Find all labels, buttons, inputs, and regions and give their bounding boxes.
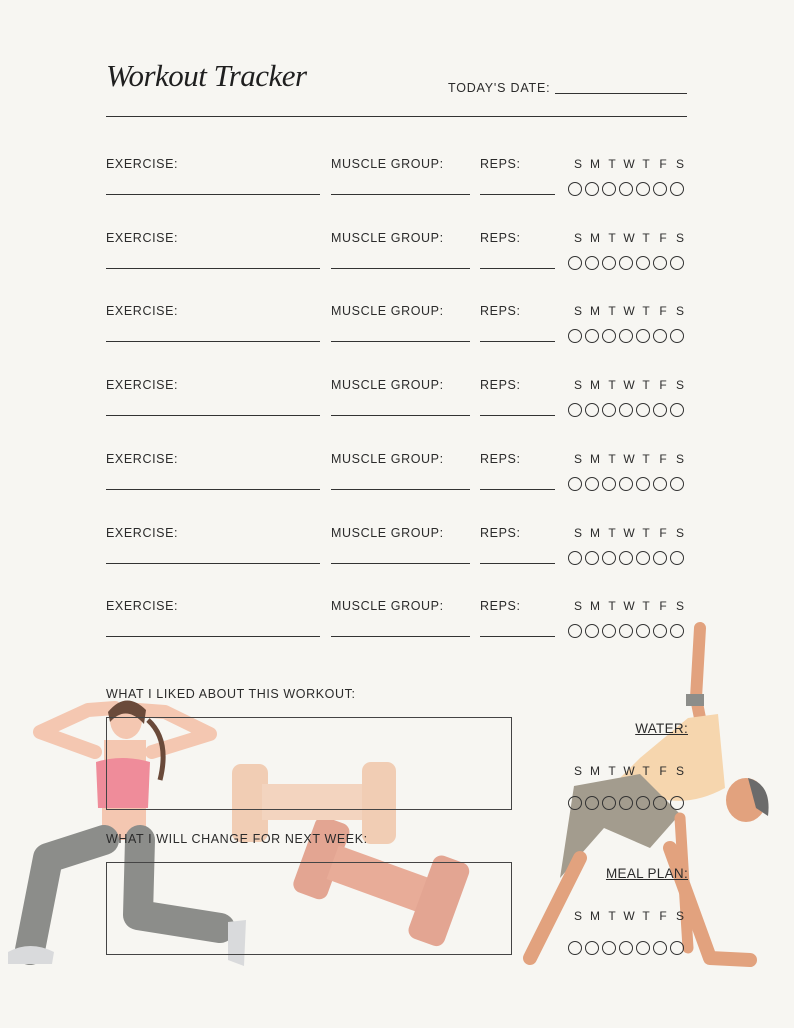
day-label: F <box>659 909 667 923</box>
day-checkbox[interactable] <box>636 624 650 638</box>
day-label: W <box>623 525 635 540</box>
day-checkbox[interactable] <box>602 182 616 196</box>
day-checkboxes <box>568 256 684 270</box>
day-label: T <box>642 378 650 393</box>
day-label: W <box>623 378 635 393</box>
day-checkbox[interactable] <box>602 624 616 638</box>
muscle-group-input-line[interactable] <box>331 489 470 490</box>
day-checkbox[interactable] <box>653 624 667 638</box>
day-checkbox[interactable] <box>568 477 582 491</box>
day-checkbox[interactable] <box>670 403 684 417</box>
day-label: W <box>623 764 635 778</box>
exercise-input-line[interactable] <box>106 194 320 195</box>
day-checkbox[interactable] <box>619 796 633 810</box>
day-labels <box>570 599 688 613</box>
exercise-input-line[interactable] <box>106 341 320 342</box>
day-labels <box>570 378 688 392</box>
day-label: F <box>659 525 667 540</box>
day-label: S <box>675 230 684 245</box>
day-label: F <box>659 764 667 778</box>
day-checkbox[interactable] <box>619 182 633 196</box>
day-checkbox[interactable] <box>602 256 616 270</box>
day-checkbox[interactable] <box>653 182 667 196</box>
exercise-row <box>0 526 794 600</box>
day-label: F <box>659 378 667 393</box>
day-label: S <box>675 304 684 319</box>
day-label: S <box>573 599 582 614</box>
reps-input-line[interactable] <box>480 194 555 195</box>
day-label: S <box>675 525 684 540</box>
exercise-row <box>0 304 794 378</box>
day-checkbox[interactable] <box>653 477 667 491</box>
header-divider <box>106 116 687 117</box>
day-label: S <box>573 525 582 540</box>
exercise-label: EXERCISE: <box>106 378 179 393</box>
day-label: T <box>642 304 650 319</box>
day-checkbox[interactable] <box>670 624 684 638</box>
day-checkbox[interactable] <box>602 796 616 810</box>
day-checkbox[interactable] <box>602 329 616 343</box>
day-checkbox[interactable] <box>568 403 582 417</box>
day-label: M <box>590 909 600 923</box>
exercise-label: EXERCISE: <box>106 230 179 245</box>
day-label: M <box>590 525 600 540</box>
day-label: T <box>608 525 616 540</box>
exercise-label: EXERCISE: <box>106 157 179 171</box>
day-checkboxes <box>568 624 684 638</box>
day-label: S <box>573 230 582 245</box>
day-label: W <box>623 451 635 466</box>
day-label: T <box>642 451 650 466</box>
muscle-group-label: MUSCLE GROUP: <box>331 451 444 466</box>
muscle-group-label: MUSCLE GROUP: <box>331 157 444 171</box>
day-checkbox[interactable] <box>585 551 599 565</box>
exercise-input-line[interactable] <box>106 489 320 490</box>
water-title: WATER: <box>635 721 688 736</box>
liked-label: WHAT I LIKED ABOUT THIS WORKOUT: <box>106 687 356 701</box>
day-checkbox[interactable] <box>585 182 599 196</box>
day-checkbox[interactable] <box>653 403 667 417</box>
day-checkbox[interactable] <box>670 182 684 196</box>
day-checkbox[interactable] <box>636 796 650 810</box>
exercise-label: EXERCISE: <box>106 304 179 319</box>
reps-input-line[interactable] <box>480 636 555 637</box>
muscle-group-input-line[interactable] <box>331 563 470 564</box>
day-label: T <box>642 157 650 171</box>
day-checkbox[interactable] <box>602 403 616 417</box>
liked-textbox[interactable] <box>106 717 512 810</box>
muscle-group-input-line[interactable] <box>331 341 470 342</box>
exercise-row <box>0 452 794 526</box>
day-label: F <box>659 304 667 319</box>
day-label: M <box>590 230 600 245</box>
day-label: T <box>642 230 650 245</box>
day-labels <box>570 304 688 318</box>
day-checkbox[interactable] <box>653 329 667 343</box>
day-labels <box>570 157 688 171</box>
day-label: M <box>590 764 600 778</box>
day-label: T <box>608 304 616 319</box>
day-label: S <box>675 157 684 171</box>
day-label: T <box>608 599 616 614</box>
change-textbox[interactable] <box>106 862 512 955</box>
day-label: F <box>659 230 667 245</box>
exercise-input-line[interactable] <box>106 563 320 564</box>
muscle-group-label: MUSCLE GROUP: <box>331 378 444 393</box>
day-label: S <box>573 909 582 923</box>
day-label: F <box>659 157 667 171</box>
day-checkbox[interactable] <box>585 256 599 270</box>
reps-label: REPS: <box>480 230 521 245</box>
day-label: M <box>590 451 600 466</box>
day-checkbox[interactable] <box>585 796 599 810</box>
reps-input-line[interactable] <box>480 341 555 342</box>
day-checkbox[interactable] <box>619 551 633 565</box>
day-label: W <box>623 909 635 923</box>
day-label: T <box>642 909 650 923</box>
day-label: S <box>573 304 582 319</box>
day-label: T <box>608 157 616 171</box>
day-label: S <box>675 764 684 778</box>
day-checkbox[interactable] <box>585 403 599 417</box>
day-checkbox[interactable] <box>602 941 616 955</box>
muscle-group-label: MUSCLE GROUP: <box>331 525 444 540</box>
day-label: M <box>590 157 600 171</box>
day-checkbox[interactable] <box>568 941 582 955</box>
exercise-label: EXERCISE: <box>106 599 179 614</box>
exercise-input-line[interactable] <box>106 415 320 416</box>
day-label: T <box>642 599 650 614</box>
date-input-line[interactable] <box>555 93 687 94</box>
day-checkboxes <box>568 551 684 565</box>
day-checkbox[interactable] <box>653 796 667 810</box>
day-label: W <box>623 304 635 319</box>
reps-input-line[interactable] <box>480 268 555 269</box>
day-checkbox[interactable] <box>585 329 599 343</box>
day-checkbox[interactable] <box>670 256 684 270</box>
day-label: T <box>608 909 616 923</box>
day-checkbox[interactable] <box>585 624 599 638</box>
page-title: Workout Tracker <box>106 58 307 93</box>
day-checkbox[interactable] <box>636 477 650 491</box>
meal-plan-day-labels <box>570 909 688 923</box>
muscle-group-input-line[interactable] <box>331 636 470 637</box>
day-label: T <box>608 451 616 466</box>
day-label: M <box>590 599 600 614</box>
day-checkbox[interactable] <box>636 403 650 417</box>
exercise-row <box>0 231 794 305</box>
day-checkbox[interactable] <box>653 256 667 270</box>
water-day-labels <box>570 764 688 778</box>
day-labels <box>570 231 688 245</box>
day-checkbox[interactable] <box>568 182 582 196</box>
water-checkboxes <box>568 796 684 810</box>
reps-label: REPS: <box>480 451 521 466</box>
day-label: M <box>590 378 600 393</box>
day-checkbox[interactable] <box>653 551 667 565</box>
day-checkboxes <box>568 403 684 417</box>
day-checkbox[interactable] <box>568 624 582 638</box>
day-checkbox[interactable] <box>670 941 684 955</box>
day-checkbox[interactable] <box>670 477 684 491</box>
day-checkbox[interactable] <box>602 477 616 491</box>
day-label: S <box>573 764 582 778</box>
day-label: S <box>675 451 684 466</box>
date-label: TODAY'S DATE: <box>448 81 551 95</box>
day-label: S <box>675 599 684 614</box>
day-label: S <box>573 378 582 393</box>
day-checkbox[interactable] <box>568 796 582 810</box>
reps-label: REPS: <box>480 157 521 171</box>
day-checkbox[interactable] <box>568 551 582 565</box>
exercise-label: EXERCISE: <box>106 451 179 466</box>
day-label: W <box>623 157 635 171</box>
day-checkbox[interactable] <box>619 403 633 417</box>
day-checkbox[interactable] <box>585 941 599 955</box>
reps-input-line[interactable] <box>480 415 555 416</box>
reps-label: REPS: <box>480 525 521 540</box>
day-label: S <box>573 157 582 171</box>
day-label: T <box>608 230 616 245</box>
day-checkbox[interactable] <box>619 624 633 638</box>
day-labels <box>570 526 688 540</box>
day-checkbox[interactable] <box>619 256 633 270</box>
day-checkbox[interactable] <box>619 941 633 955</box>
day-label: T <box>642 764 650 778</box>
exercise-row <box>0 599 794 673</box>
muscle-group-input-line[interactable] <box>331 194 470 195</box>
day-label: W <box>623 599 635 614</box>
day-labels <box>570 452 688 466</box>
day-label: M <box>590 304 600 319</box>
muscle-group-label: MUSCLE GROUP: <box>331 230 444 245</box>
day-checkboxes <box>568 182 684 196</box>
day-checkbox[interactable] <box>670 796 684 810</box>
day-label: W <box>623 230 635 245</box>
meal-plan-title: MEAL PLAN: <box>605 866 688 881</box>
day-checkbox[interactable] <box>636 941 650 955</box>
day-checkbox[interactable] <box>670 329 684 343</box>
day-checkboxes <box>568 329 684 343</box>
reps-label: REPS: <box>480 304 521 319</box>
day-checkbox[interactable] <box>636 256 650 270</box>
day-checkboxes <box>568 477 684 491</box>
reps-input-line[interactable] <box>480 489 555 490</box>
day-label: S <box>573 451 582 466</box>
meal-plan-checkboxes <box>568 941 684 955</box>
day-checkbox[interactable] <box>602 551 616 565</box>
day-checkbox[interactable] <box>653 941 667 955</box>
day-label: F <box>659 599 667 614</box>
day-checkbox[interactable] <box>670 551 684 565</box>
exercise-label: EXERCISE: <box>106 525 179 540</box>
muscle-group-label: MUSCLE GROUP: <box>331 599 444 614</box>
day-checkbox[interactable] <box>636 551 650 565</box>
exercise-row <box>0 378 794 452</box>
muscle-group-input-line[interactable] <box>331 415 470 416</box>
day-checkbox[interactable] <box>636 329 650 343</box>
day-checkbox[interactable] <box>568 329 582 343</box>
muscle-group-label: MUSCLE GROUP: <box>331 304 444 319</box>
day-label: T <box>608 764 616 778</box>
day-checkbox[interactable] <box>636 182 650 196</box>
day-label: T <box>642 525 650 540</box>
muscle-group-input-line[interactable] <box>331 268 470 269</box>
day-checkbox[interactable] <box>619 329 633 343</box>
change-label: WHAT I WILL CHANGE FOR NEXT WEEK: <box>106 832 368 846</box>
day-label: F <box>659 451 667 466</box>
reps-label: REPS: <box>480 378 521 393</box>
exercise-row <box>0 157 794 231</box>
day-checkbox[interactable] <box>619 477 633 491</box>
day-checkbox[interactable] <box>568 256 582 270</box>
day-label: S <box>675 909 684 923</box>
reps-label: REPS: <box>480 599 521 614</box>
day-label: T <box>608 378 616 393</box>
exercise-input-line[interactable] <box>106 636 320 637</box>
day-label: S <box>675 378 684 393</box>
exercise-input-line[interactable] <box>106 268 320 269</box>
reps-input-line[interactable] <box>480 563 555 564</box>
day-checkbox[interactable] <box>585 477 599 491</box>
